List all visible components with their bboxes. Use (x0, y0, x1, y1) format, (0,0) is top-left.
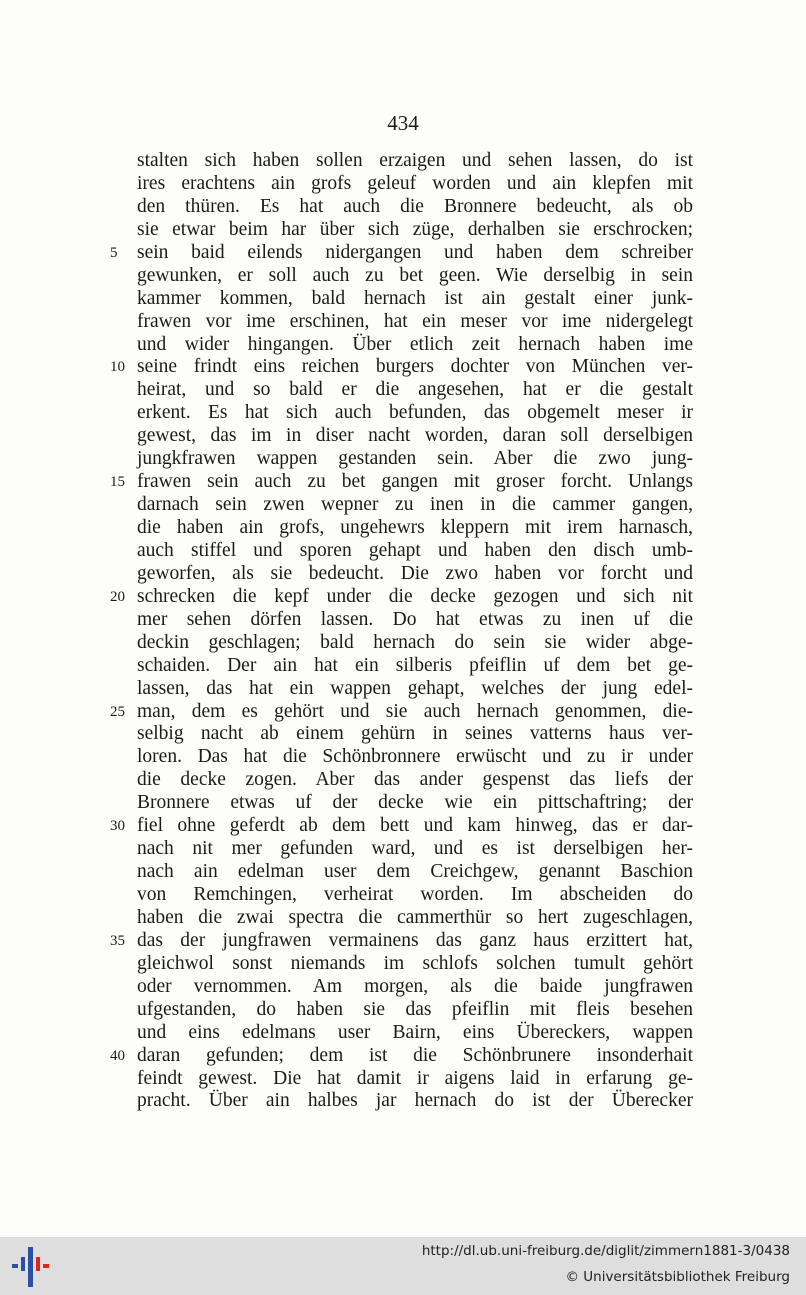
text-line (110, 585, 693, 609)
text-line (137, 884, 693, 907)
text-line (137, 334, 693, 357)
line-text: selbig nacht ab einem gehürn in seines vatterns haus ver- (137, 723, 693, 745)
line-text: seine frindt eins reichen burgers dochter von München ver- (137, 356, 693, 378)
text-line (137, 1068, 693, 1091)
text-line (137, 150, 693, 173)
line-text: frawen sein auch zu bet gangen mit groser forcht. Unlangs (137, 471, 693, 493)
line-text: auch stiffel und sporen gehapt und haben den disch umb- (137, 539, 693, 561)
line-text: ufgestanden, do haben sie das pfeiflin mit fleis besehen (137, 998, 693, 1020)
text-line (137, 655, 693, 678)
line-text: mer sehen dörfen lassen. Do hat etwas zu inen uf die (137, 608, 693, 630)
line-number: 35 (110, 932, 125, 949)
line-text: haben die zwai spectra die cammerthür so hert zugeschlagen, (137, 906, 693, 928)
line-text: daran gefunden; dem ist die Schönbrunere insonderhait (137, 1044, 693, 1066)
text-line (110, 815, 693, 838)
line-text: erkent. Es hat sich auch befunden, das obgemelt meser ir (137, 402, 693, 424)
line-number: 25 (110, 703, 125, 720)
line-text: feindt gewest. Die hat damit ir aigens laid in erfarung ge- (137, 1067, 693, 1089)
line-number: 30 (110, 818, 125, 835)
line-text: ires erachtens ain grofs geleuf worden und ain klepfen mit (137, 172, 693, 194)
line-text: man, dem es gehört und sie auch hernach genommen, die- (137, 700, 693, 722)
text-line (137, 792, 693, 815)
text-line (137, 402, 693, 425)
line-text: oder vernommen. Am morgen, als die baide jungfrawen (137, 975, 693, 997)
line-number: 40 (110, 1047, 125, 1064)
line-text: lassen, das hat ein wappen gehapt, welches der jung edel- (137, 677, 693, 699)
page-number: 434 (387, 111, 419, 135)
line-number: 20 (110, 588, 125, 605)
line-text: jungkfrawen wappen gestanden sein. Aber die zwo jung- (137, 448, 693, 470)
text-line (137, 838, 693, 861)
text-line (137, 219, 693, 242)
copyright-notice: © Universitätsbibliothek Freiburg (565, 1269, 790, 1285)
line-text: von Remchingen, verheirat worden. Im abscheiden do (137, 884, 693, 905)
text-line (137, 173, 693, 196)
line-text: Bronnere etwas uf der decke wie ein pittschaftring; der (137, 792, 693, 814)
line-text: die decke zogen. Aber das ander gespenst das liefs der (137, 769, 693, 791)
text-line (137, 265, 693, 288)
text-line (137, 999, 693, 1022)
text-line (137, 861, 693, 884)
text-line (110, 241, 693, 265)
text-line (137, 953, 693, 976)
line-text: deckin geschlagen; bald hernach do sein sie wider abge- (137, 631, 693, 653)
line-text: schaiden. Der ain hat ein silberis pfeiflin uf dem bet ge- (137, 654, 693, 676)
line-text: heirat, und so bald er die angesehen, hat er die gestalt (137, 379, 693, 401)
text-line (137, 517, 693, 540)
line-text: darnach sein zwen wepner zu inen in die cammer gangen, (137, 494, 693, 516)
text-line (137, 425, 693, 448)
ub-freiburg-logo-icon (12, 1247, 52, 1287)
text-line (137, 494, 693, 517)
line-text: frawen vor ime erschinen, hat ein meser vor ime nidergelegt (137, 310, 693, 332)
text-line (137, 196, 693, 219)
text-line (137, 769, 693, 792)
line-number: 5 (110, 244, 118, 261)
text-block (110, 150, 693, 1113)
line-text: sein baid eilends nidergangen und haben dem schreiber (137, 241, 693, 263)
text-line (137, 609, 693, 632)
line-text: loren. Das hat die Schönbronnere erwüscht und zu ir under (137, 746, 693, 768)
line-text: kammer kommen, bald hernach ist ain gestalt einer junk- (137, 287, 693, 309)
text-line (110, 471, 693, 494)
line-text: gewunken, er soll auch zu bet geen. Wie derselbig in sein (137, 264, 693, 286)
line-text: nach nit mer gefunden ward, und es ist derselbigen her- (137, 838, 693, 860)
text-line (137, 632, 693, 655)
line-text: das der jungfrawen vermainens das ganz haus erzittert hat, (137, 929, 693, 951)
text-line (137, 907, 693, 930)
text-line (110, 700, 693, 724)
text-line (137, 678, 693, 701)
text-line (110, 929, 693, 953)
text-line (137, 723, 693, 746)
text-line (137, 1022, 693, 1045)
text-line (137, 746, 693, 769)
text-line (110, 1044, 693, 1068)
text-line (137, 540, 693, 563)
line-text: gewest, das im in diser nacht worden, daran soll derselbigen (137, 425, 693, 447)
text-line (137, 311, 693, 334)
line-text: nach ain edelman user dem Creichgew, genannt Baschion (137, 861, 693, 883)
line-text: und eins edelmans user Bairn, eins Übereckers, wappen (137, 1021, 693, 1043)
line-number: 15 (110, 474, 125, 491)
text-line (137, 379, 693, 402)
text-line (110, 356, 693, 379)
line-text: sie etwar beim har über sich züge, derhalben sie erschrocken; (137, 218, 693, 240)
line-text: den thüren. Es hat auch die Bronnere bedeucht, als ob (137, 195, 693, 217)
line-text: pracht. Über ain halbes jar hernach do ist der Überecker (137, 1090, 693, 1112)
line-text: gleichwol sonst niemands im schlofs solchen tumult gehört (137, 952, 693, 974)
line-text: geworfen, als sie bedeucht. Die zwo haben vor forcht und (137, 562, 693, 584)
line-text: die haben ain grofs, ungehewrs kleppern mit irem harnasch, (137, 517, 693, 538)
text-line (137, 563, 693, 586)
text-line (137, 1090, 693, 1113)
text-line (137, 976, 693, 999)
text-line (137, 288, 693, 311)
footer-bar (0, 1237, 806, 1295)
line-text: fiel ohne geferdt ab dem bett und kam hinweg, das er dar- (137, 815, 693, 837)
source-url-link[interactable]: http://dl.ub.uni-freiburg.de/diglit/zimmern1881-3/0438 (421, 1243, 790, 1259)
line-text: stalten sich haben sollen erzaigen und sehen lassen, do ist (137, 150, 693, 171)
line-text: und wider hingangen. Über etlich zeit hernach haben ime (137, 333, 693, 355)
line-number: 10 (110, 359, 125, 376)
line-text: schrecken die kepf under die decke gezogen und sich nit (137, 585, 693, 607)
text-line (137, 448, 693, 471)
